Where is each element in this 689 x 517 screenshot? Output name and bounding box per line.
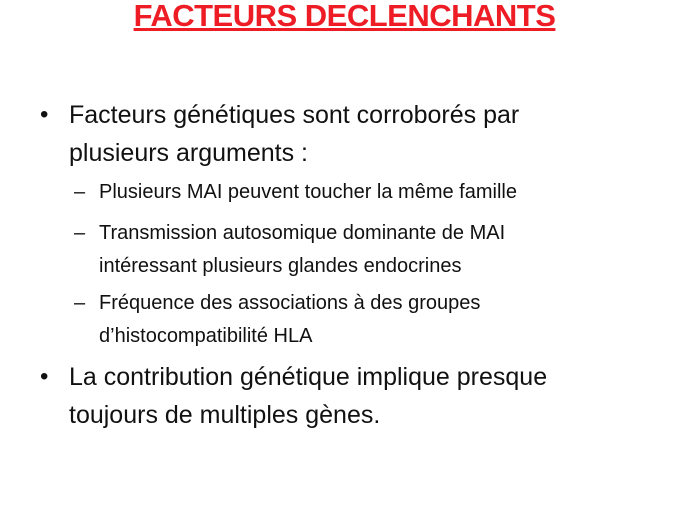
bullet-dot-icon: • [40, 363, 49, 390]
bullet-text [69, 358, 547, 434]
dash-icon: – [74, 292, 86, 314]
sub-bullet-text [99, 176, 517, 209]
bullet-line: toujours de multiples gènes. [69, 401, 381, 429]
sub-bullet-text [99, 287, 480, 353]
sub-bullet-line: Transmission autosomique dominante de MAI [99, 222, 506, 244]
dash-icon: – [74, 181, 86, 203]
sub-bullet-text [99, 217, 505, 283]
bullet-line: plusieurs arguments : [69, 139, 309, 167]
dash-icon: – [74, 222, 86, 244]
sub-bullet-line: Plusieurs MAI peuvent toucher la même famille [99, 181, 517, 203]
sub-bullet-line: Fréquence des associations à des groupes [99, 292, 481, 314]
bullet-dot-icon: • [40, 101, 49, 128]
bullet-text [69, 96, 519, 172]
bullet-line: Facteurs génétiques sont corroborés par [69, 101, 520, 129]
slide-title: FACTEURS DECLENCHANTS [133, 0, 556, 33]
sub-bullet-line: d’histocompatibilité HLA [99, 325, 313, 347]
bullet-line: La contribution génétique implique presque [69, 363, 548, 391]
sub-bullet-line: intéressant plusieurs glandes endocrines [99, 255, 462, 277]
